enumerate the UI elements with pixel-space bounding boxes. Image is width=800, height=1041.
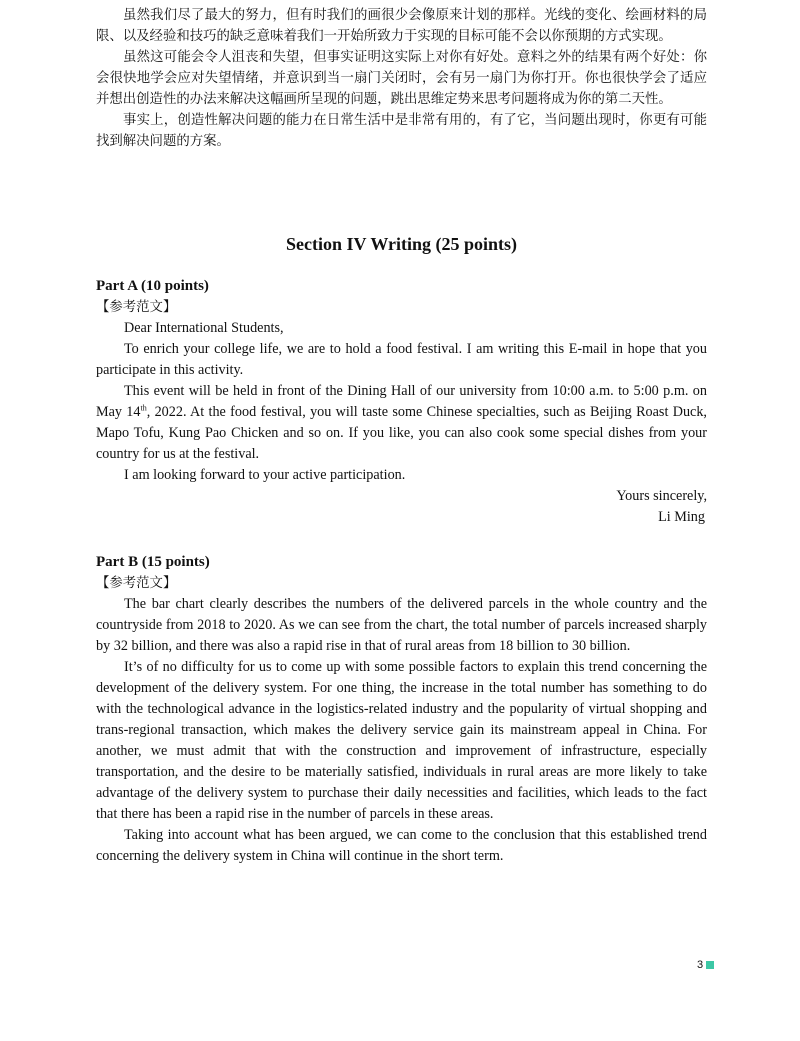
letter-closing: Yours sincerely,: [616, 488, 707, 504]
letter-paragraph-rest: , 2022. At the food festival, you will taste some Chinese specialties, such as Beijing Roast Duck, Mapo Tofu, Kung Pao Chicken and so on. If you like, you can also cook some special dishes from your country for us at the festival.: [96, 404, 707, 462]
letter-paragraph: I am looking forward to your active participation.: [124, 467, 406, 483]
section-title: Section IV Writing (25 points): [285, 234, 518, 254]
letter-signature: Li Ming: [658, 509, 705, 525]
part-b-heading: Part B (15 points): [96, 554, 210, 570]
part-a-reference-label: 【参考范文】: [96, 300, 177, 315]
chinese-paragraph: 虽然我们尽了最大的努力，但有时我们的画很少会像原来计划的那样。光线的变化、绘画材料的局限、以及经验和技巧的缺乏意味着我们一开始所致力于实现的目标可能不会以你预期的方式实现。: [96, 8, 707, 44]
letter-date-text: This event will be held in front of the Dining Hall of our university from 10:00 a.m. to 5:00 p.m. on May 14: [96, 383, 707, 420]
part-a: [96, 276, 707, 528]
part-b: [96, 552, 707, 867]
part-a-heading: Part A (10 points): [96, 278, 209, 294]
document-page: [96, 0, 707, 864]
chinese-paragraph: 虽然这可能会令人沮丧和失望，但事实证明这实际上对你有好处。意料之外的结果有两个好处：你会很快地学会应对失望情绪，并意识到当一扇门关闭时，会有另一扇门为你打开。你也很快学会了适应并想出创造性的办法来解决这幅画所呈现的问题，跳出思维定势来思考问题将成为你的第二天性。: [96, 50, 707, 107]
chinese-translation-section: [96, 0, 707, 152]
page-footer: [697, 959, 714, 971]
essay-paragraph: Taking into account what has been argued, we can come to the conclusion that this established trend concerning the delivery system in China will continue in the short term.: [96, 827, 707, 864]
essay-paragraph: The bar chart clearly describes the numbers of the delivered parcels in the whole country and the countryside from 2018 to 2020. As we can see from the chart, the total number of parcels increased sharply by 32 billion, and there was also a rapid rise in that of rural areas from 18 billion to 30 billion.: [96, 596, 707, 654]
page-marker-square-icon: [706, 961, 714, 969]
essay-paragraph: It’s of no difficulty for us to come up with some possible factors to explain this trend concerning the development of the delivery system. For one thing, the increase in the total number has something to do with the technological advance in the logistics-related industry and the popularity of virtual shopping and trans-regional transaction, which makes the delivery service gain its mainstream appeal in China. For another, we must admit that with the construction and improvement of infrastructure, especially transportation, and the desire to be materially satisfied, individuals in rural areas are more likely to take advantage of the delivery system to purchase their daily necessities and facilities, which leads to the fact that there has been a rapid rise in the number of parcels in these areas.: [96, 659, 707, 822]
letter-salutation: Dear International Students,: [124, 320, 284, 336]
page-number: 3: [697, 959, 704, 971]
letter-paragraph: To enrich your college life, we are to hold a food festival. I am writing this E-mail in hope that you participate in this activity.: [96, 341, 707, 378]
ordinal-suffix: th: [140, 403, 147, 413]
chinese-paragraph: 事实上，创造性解决问题的能力在日常生活中是非常有用的，有了它，当问题出现时，你更有可能找到解决问题的方案。: [96, 113, 707, 149]
part-b-reference-label: 【参考范文】: [96, 576, 177, 591]
letter-paragraph: [96, 381, 707, 465]
